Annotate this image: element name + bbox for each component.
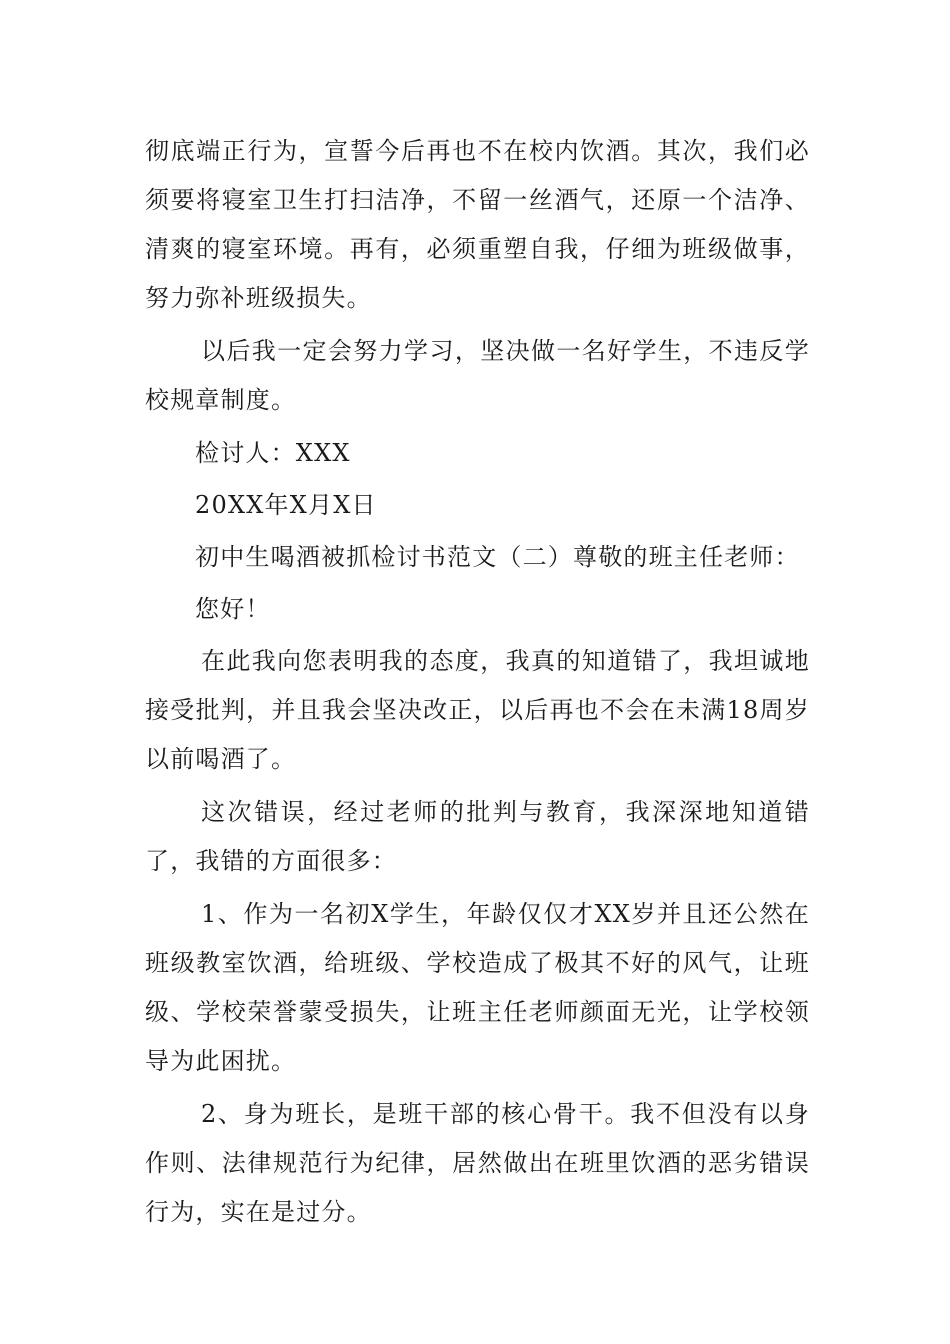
section-heading: 初中生喝酒被抓检讨书范文（二）尊敬的班主任老师： <box>195 543 800 571</box>
document-page <box>145 127 810 1237</box>
list-item-2: 2、身为班长，是班干部的核心骨干。我不但没有以身作则、法律规范行为纪律，居然做出在班里饮酒的恶劣错误行为，实在是过分。 <box>145 1100 810 1226</box>
paragraph-mistake-intro: 这次错误，经过老师的批判与教育，我深深地知道错了，我错的方面很多： <box>145 798 810 875</box>
paragraph-rectification: 彻底端正行为，宣誓今后再也不在校内饮酒。其次，我们必须要将寝室卫生打扫洁净，不留一丝酒气，还原一个洁净、清爽的寝室环境。再有，必须重塑自我，仔细为班级做事，努力弥补班级损失。 <box>145 137 810 312</box>
signature-line: 检讨人：XXX <box>195 439 351 467</box>
list-item-1: 1、作为一名初X学生，年龄仅仅才XX岁并且还公然在班级教室饮酒，给班级、学校造成了极其不好的风气，让班级、学校荣誉蒙受损失，让班主任老师颜面无光，让学校领导为此困扰。 <box>145 900 810 1075</box>
paragraph-attitude: 在此我向您表明我的态度，我真的知道错了，我坦诚地接受批判，并且我会坚决改正，以后再也不会在未满18周岁以前喝酒了。 <box>145 647 810 773</box>
greeting-line: 您好！ <box>195 595 271 623</box>
paragraph-promise: 以后我一定会努力学习，坚决做一名好学生，不违反学校规章制度。 <box>145 337 810 414</box>
date-line: 20XX年X月X日 <box>195 491 377 519</box>
